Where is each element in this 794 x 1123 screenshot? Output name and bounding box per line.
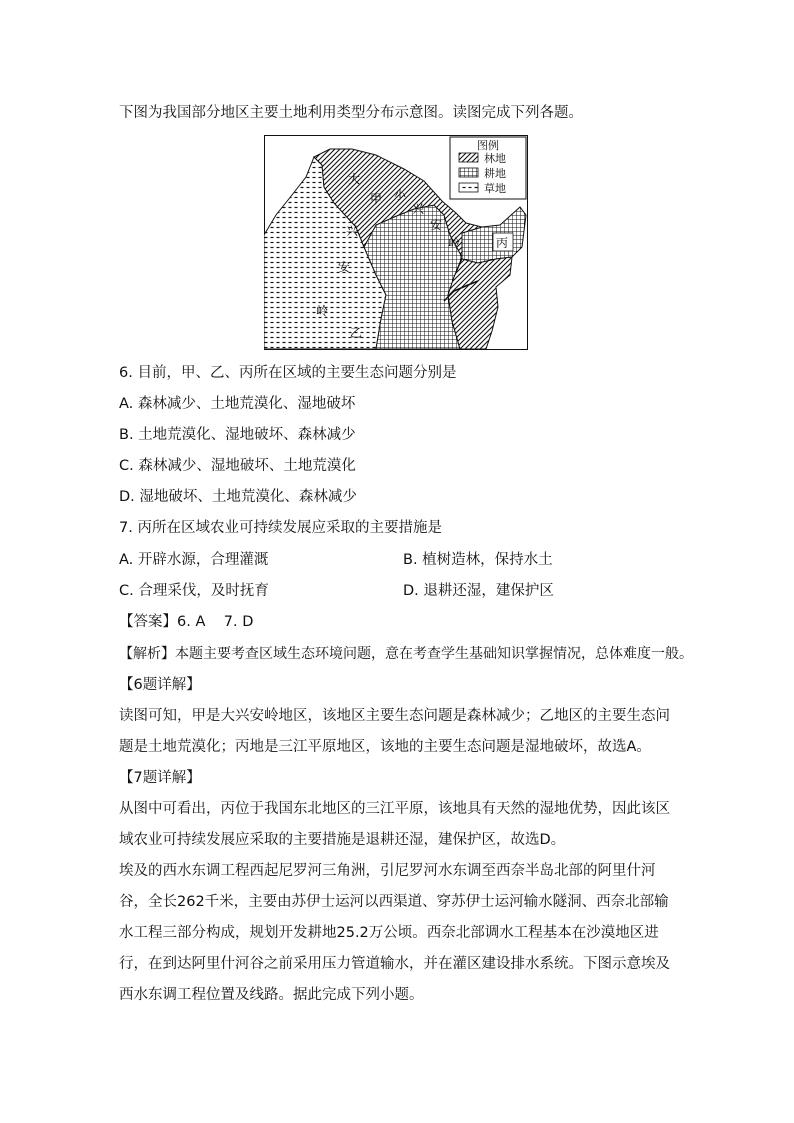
label-an1: 安 bbox=[338, 260, 351, 274]
legend-grassland-label: 草地 bbox=[484, 182, 506, 195]
legend-forest-label: 林地 bbox=[484, 152, 506, 165]
detail6-text: 读图可知，甲是大兴安岭地区，该地区主要生态问题是森林减少；乙地区的主要生态问题是土地荒漠化；丙地是三江平原地区，该地的主要生态问题是湿地破坏，故选A。 bbox=[119, 708, 670, 755]
q7-option-d: D. 退耕还湿，建保护区 bbox=[403, 583, 554, 599]
legend-grassland-swatch bbox=[459, 183, 478, 192]
intro-text: 下图为我国部分地区主要土地利用类型分布示意图。读图完成下列各题。 bbox=[119, 105, 583, 121]
label-jia: 甲 bbox=[370, 192, 383, 206]
q6-option-d: D. 湿地破坏、土地荒漠化、森林减少 bbox=[119, 489, 357, 505]
label-xing2: 兴 bbox=[412, 202, 425, 216]
q6-option-a: A. 森林减少、土地荒漠化、湿地破坏 bbox=[119, 396, 356, 412]
label-yi: 乙 bbox=[350, 326, 363, 340]
legend-forest-swatch bbox=[459, 153, 478, 162]
legend-cropland-swatch bbox=[459, 168, 478, 177]
passage-text: 埃及的西水东调工程西起尼罗河三角洲，引尼罗河水东调至西奈半岛北部的阿里什河谷，全长262千米，主要由苏伊士运河以西渠道、穿苏伊士运河输水隧洞、西奈北部输水工程三部分构成，规划开发耕地25.2万公顷。西奈北部调水工程基本在沙漠地区进行，在到达阿里什河谷之前采用压力管道输水，并在灌区建设排水系统。下图示意埃及西水东调工程位置及线路。据此完成下列小题。 bbox=[119, 863, 670, 1003]
detail7-title: 【7题详解】 bbox=[119, 770, 201, 786]
label-ling1: 岭 bbox=[316, 304, 329, 318]
q7-option-a: A. 开辟水源，合理灌溉 bbox=[119, 552, 269, 568]
answer-line: 【答案】6. A 7. D bbox=[119, 614, 254, 630]
analysis-line: 【解析】本题主要考查区域生态环境问题，意在考查学生基础知识掌握情况，总体难度一般。 bbox=[119, 646, 693, 662]
detail7-text: 从图中可看出，丙位于我国东北地区的三江平原，该地具有天然的湿地优势，因此该区域农业可持续发展应采取的主要措施是退耕还湿，建保护区，故选D。 bbox=[119, 801, 670, 848]
q6-stem: 6. 目前，甲、乙、丙所在区域的主要生态问题分别是 bbox=[119, 365, 457, 381]
legend-cropland-label: 耕地 bbox=[484, 167, 506, 180]
q7-option-c: C. 合理采伐，及时抚育 bbox=[119, 583, 269, 599]
q7-option-b: B. 植树造林，保持水土 bbox=[403, 552, 553, 568]
label-da: 大 bbox=[348, 172, 361, 186]
detail6-title: 【6题详解】 bbox=[119, 677, 201, 693]
label-an2: 安 bbox=[430, 218, 443, 232]
land-use-map bbox=[264, 135, 528, 350]
label-bing: 丙 bbox=[496, 236, 509, 250]
q6-option-c: C. 森林减少、湿地破坏、土地荒漠化 bbox=[119, 458, 356, 474]
label-xing1: 兴 bbox=[346, 224, 359, 238]
q6-option-b: B. 土地荒漠化、湿地破坏、森林减少 bbox=[119, 427, 356, 443]
label-xiao: 小 bbox=[394, 188, 407, 202]
q7-stem: 7. 丙所在区域农业可持续发展应采取的主要措施是 bbox=[119, 520, 442, 536]
label-ling2: 岭 bbox=[448, 236, 461, 250]
legend-title: 图例 bbox=[477, 139, 499, 152]
